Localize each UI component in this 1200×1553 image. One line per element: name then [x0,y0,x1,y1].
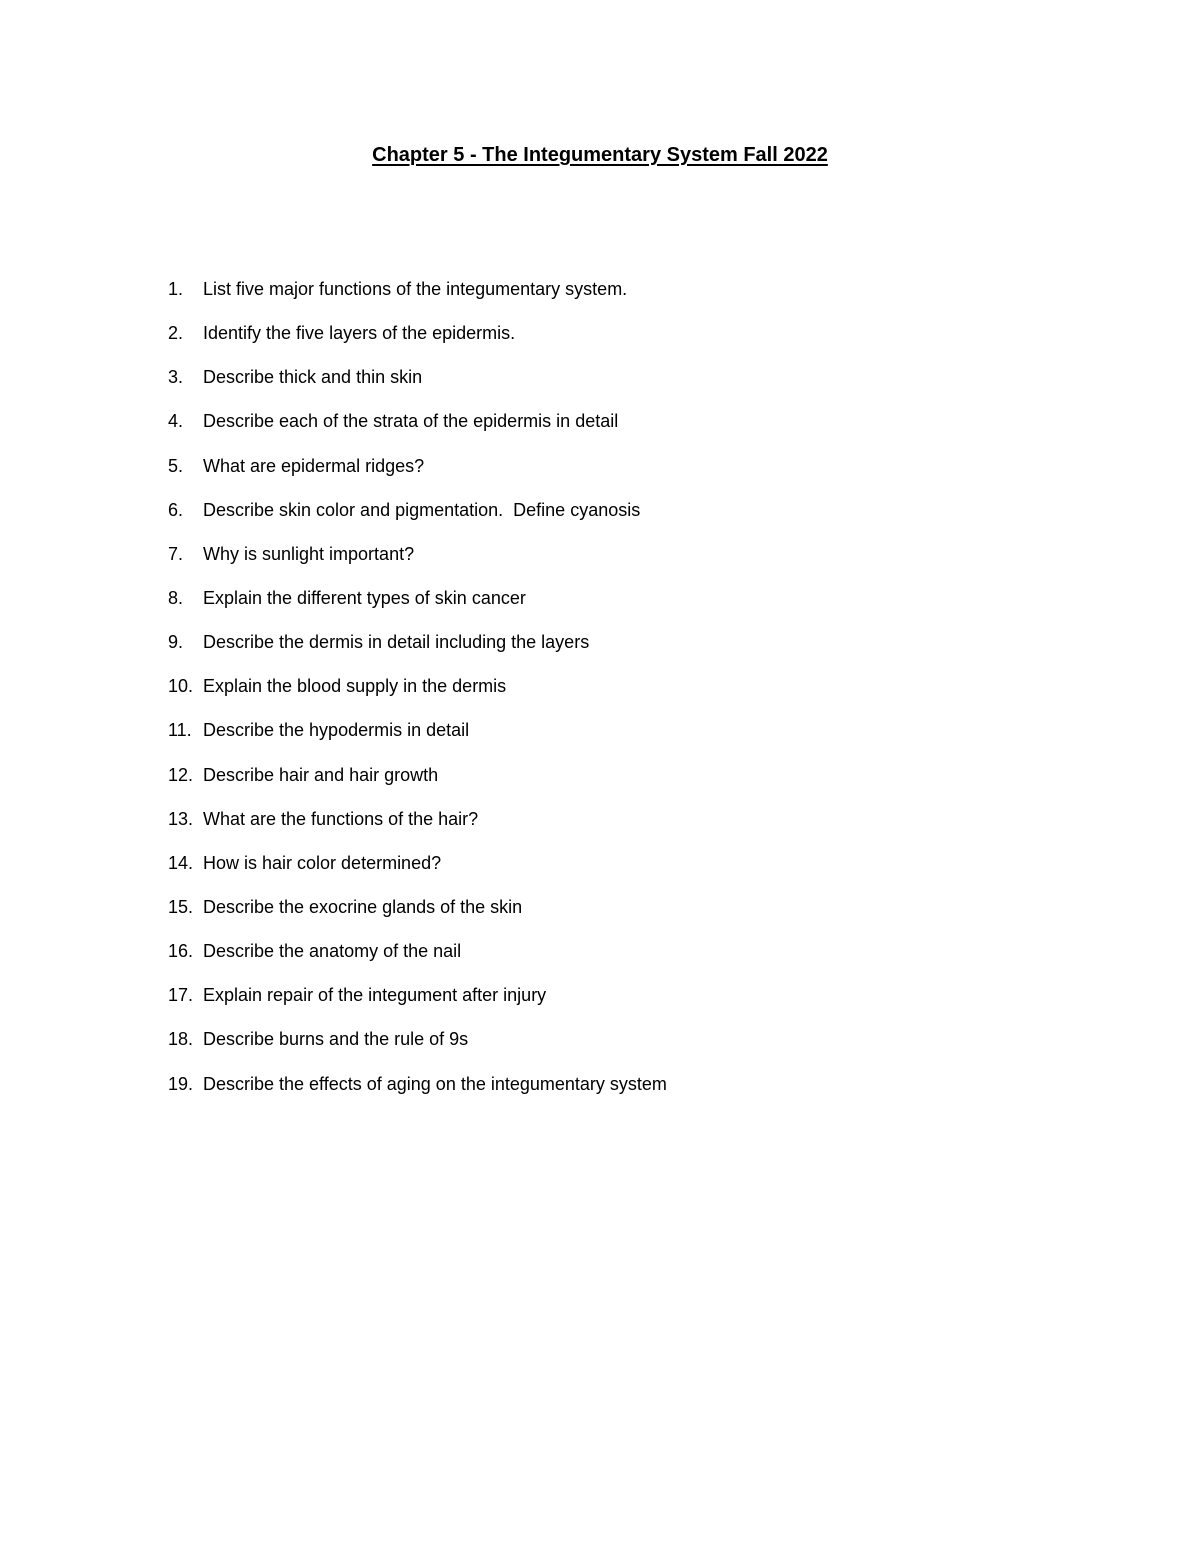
question-text: What are epidermal ridges? [203,455,425,476]
question-item [0,983,1200,1027]
question-text: Explain the blood supply in the dermis [203,676,507,697]
question-number: 14. [168,852,194,873]
question-number: 2. [168,323,184,344]
question-item [0,1072,1200,1116]
question-item [0,365,1200,409]
question-text: List five major functions of the integumentary system. [203,279,628,299]
question-item [0,409,1200,453]
question-item [0,807,1200,851]
question-text: Describe the hypodermis in detail [203,720,470,741]
question-number: 11. [168,720,192,741]
question-item [0,630,1200,674]
question-number: 3. [168,367,184,388]
question-number: 12. [168,764,194,785]
question-text: Describe thick and thin skin [203,367,423,388]
question-text: Describe the effects of aging on the integumentary system [203,1073,667,1094]
question-number: 4. [168,411,184,432]
question-text: Describe burns and the rule of 9s [203,1029,469,1050]
question-item [0,321,1200,365]
question-item [0,939,1200,983]
question-text: Describe the dermis in detail including the layers [203,632,590,653]
question-item [0,277,1200,321]
question-number: 16. [168,941,194,962]
question-number: 10. [168,676,194,697]
question-item [0,895,1200,939]
question-number: 17. [168,985,194,1006]
question-number: 8. [168,587,184,608]
question-item [0,763,1200,807]
question-text: Explain the different types of skin cancer [203,587,526,608]
question-text: Describe hair and hair growth [203,764,439,785]
question-item [0,498,1200,542]
question-text: Describe each of the strata of the epidermis in detail [203,411,619,432]
question-number: 6. [168,499,184,520]
question-item [0,1027,1200,1071]
question-text: Describe the anatomy of the nail [203,941,462,962]
question-item [0,718,1200,762]
question-number: 19. [168,1073,194,1094]
question-item [0,851,1200,895]
question-item [0,586,1200,630]
question-list [0,277,1200,1116]
question-item [0,454,1200,498]
question-text: How is hair color determined? [203,852,442,873]
question-number: 9. [168,632,184,653]
question-number: 1. [168,279,184,299]
question-text: Describe the exocrine glands of the skin [203,896,523,917]
question-item [0,542,1200,586]
question-item [0,674,1200,718]
question-text: Why is sunlight important? [203,543,415,564]
document-title: Chapter 5 - The Integumentary System Fall 2022 [372,144,828,166]
question-number: 5. [168,455,184,476]
question-text: Describe skin color and pigmentation. Define cyanosis [203,499,641,520]
question-text: What are the functions of the hair? [203,808,479,829]
question-number: 7. [168,543,184,564]
question-text: Explain repair of the integument after injury [203,985,547,1006]
question-text: Identify the five layers of the epidermis. [203,323,516,344]
question-number: 13. [168,808,194,829]
question-number: 18. [168,1029,194,1050]
question-number: 15. [168,896,194,917]
